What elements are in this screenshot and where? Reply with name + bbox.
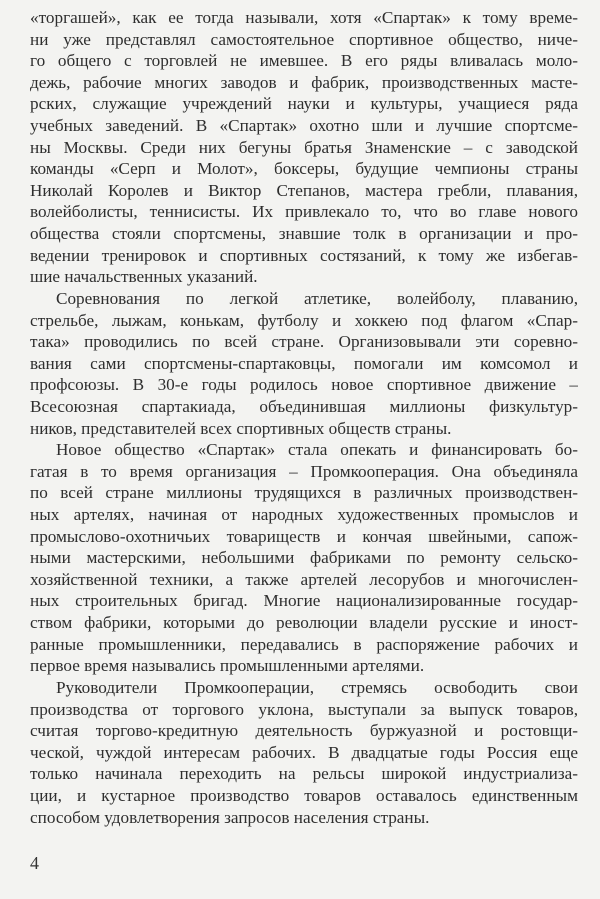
page-number: 4: [30, 853, 39, 873]
text-line: Николай Королев и Виктор Степанов, мастера гребли, плавания,: [30, 180, 578, 200]
text-line: ных артелях, начиная от народных художественных промыслов и: [30, 505, 578, 525]
page-body-text: [30, 7, 578, 828]
text-line: ции, и кустарное производство товаров оставалось единственным: [30, 785, 578, 805]
text-line: ников, представителей всех спортивных обществ страны.: [30, 418, 452, 438]
text-line: ными мастерскими, небольшими фабриками по ремонту сельско-: [30, 548, 578, 568]
text-line: Соревнования по легкой атлетике, волейболу, плаванию,: [56, 288, 578, 308]
text-line: ством фабрики, которыми до революции владели русские и иност-: [30, 613, 578, 633]
text-line: хозяйственной техники, а также артелей лесорубов и многочислен-: [30, 569, 578, 589]
text-line: команды «Серп и Молот», боксеры, будущие чемпионы страны: [30, 159, 578, 179]
text-line: така» проводились по всей стране. Организовывали эти соревно-: [30, 332, 578, 352]
text-line: профсоюзы. В 30-е годы родилось новое спортивное движение –: [30, 375, 578, 395]
text-line: Всесоюзная спартакиада, объединившая миллионы физкультур-: [30, 396, 578, 416]
text-line: волейболисты, теннисисты. Их привлекало то, что во главе нового: [30, 202, 578, 222]
text-line: ведении тренировок и спортивных состязаний, к тому же избегав-: [30, 245, 578, 265]
text-line: ческой, чуждой интересам рабочих. В двадцатые годы Россия еще: [30, 742, 578, 762]
text-line: только начинала переходить на рельсы широкой индустриализа-: [30, 764, 578, 784]
text-line: общества стояли спортсмены, знавшие толк в организации и про-: [30, 224, 578, 244]
text-line: первое время назывались промышленными артелями.: [30, 656, 425, 676]
text-line: рских, служащие учреждений науки и культуры, учащиеся ряда: [30, 94, 578, 114]
text-line: вания сами спортсмены-спартаковцы, помогали им комсомол и: [30, 353, 578, 373]
text-line: по всей стране миллионы трудящихся в различных производствен-: [30, 483, 578, 503]
paragraph: [30, 677, 578, 828]
text-line: Руководители Промкооперации, стремясь освободить свои: [56, 677, 578, 697]
paragraph: [30, 439, 578, 677]
text-line: шие начальственных указаний.: [30, 267, 258, 287]
text-line: учебных заведений. В «Спартак» охотно шли и лучшие спортсме-: [30, 116, 578, 136]
text-line: промыслово-охотничьих товариществ и кончая швейными, сапож-: [30, 526, 578, 546]
text-line: ны Москвы. Среди них бегуны братья Знаменские – с заводской: [30, 137, 578, 157]
text-line: ных строительных бригад. Многие национализированные государ-: [30, 591, 578, 611]
text-line: «торгашей», как ее тогда называли, хотя «Спартак» к тому време-: [30, 8, 578, 27]
text-line: способом удовлетворения запросов населения страны.: [30, 807, 430, 827]
paragraph: [30, 288, 578, 439]
text-line: стрельбе, лыжам, конькам, футболу и хоккею под флагом «Спар-: [30, 310, 578, 330]
text-line: считая торгово-кредитную деятельность буржуазной и ростовщи-: [30, 721, 578, 741]
text-line: производства от торгового уклона, выступали за выпуск товаров,: [30, 699, 578, 719]
text-line: ранные промышленники, передавались в распоряжение рабочих и: [30, 634, 578, 654]
text-line: гатая в то время организация – Промкооперация. Она объединяла: [30, 461, 578, 481]
paragraph: [30, 7, 578, 288]
text-line: го общего с торговлей не имевшее. В его ряды вливалась моло-: [30, 51, 578, 71]
text-line: Новое общество «Спартак» стала опекать и финансировать бо-: [56, 440, 578, 460]
text-line: ни уже представлял самостоятельное спортивное общество, ниче-: [30, 29, 578, 49]
text-line: дежь, рабочие многих заводов и фабрик, производственных масте-: [30, 72, 578, 92]
